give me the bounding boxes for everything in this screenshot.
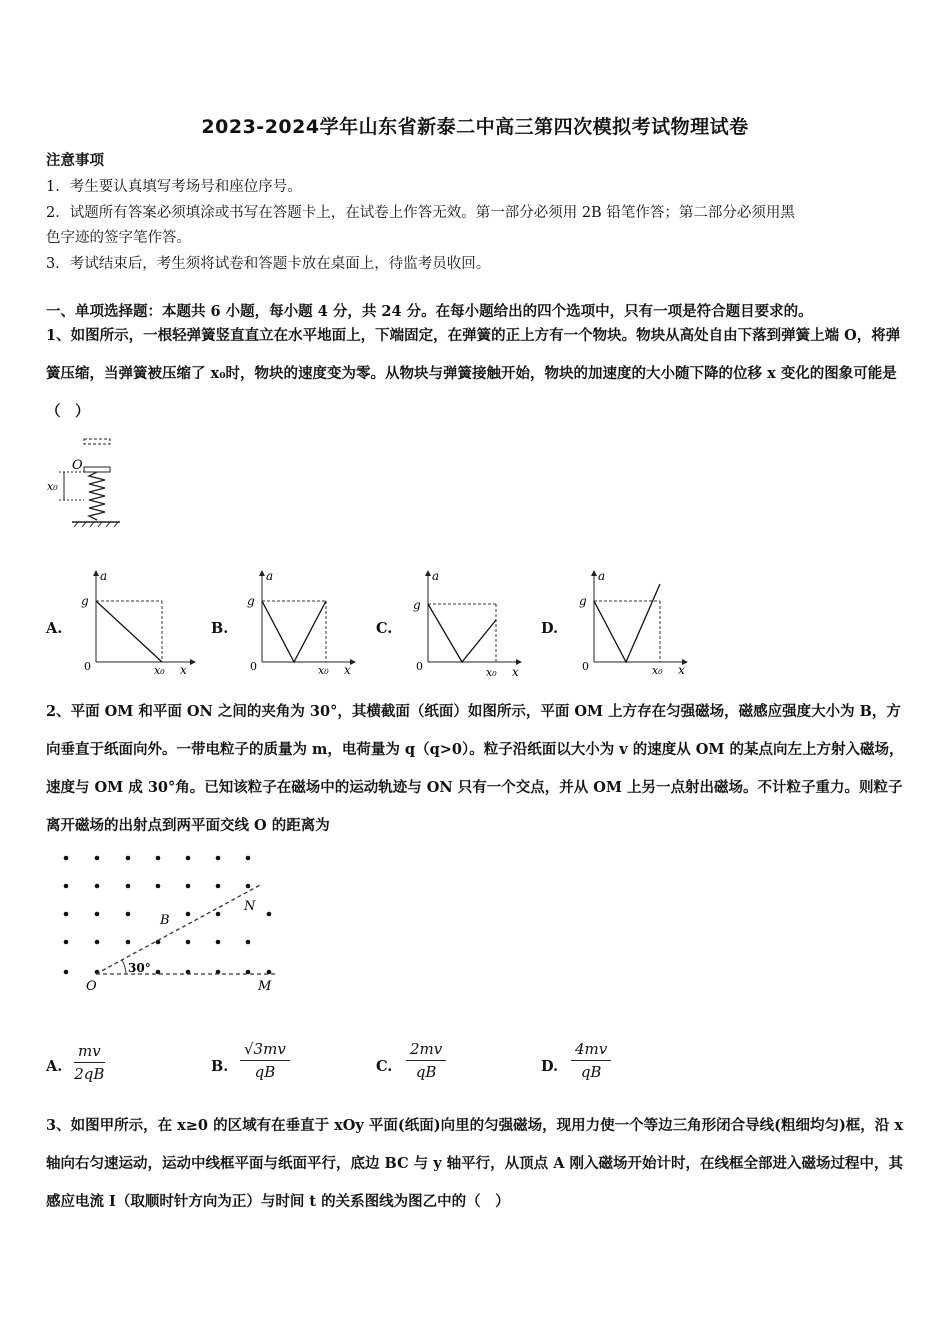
q2-option-c-den: qB bbox=[415, 1063, 437, 1081]
q1b-origin-label: 0 bbox=[250, 660, 257, 673]
q1c-origin-label: 0 bbox=[416, 660, 423, 673]
q2-option-a-label[interactable]: A. bbox=[46, 1058, 63, 1075]
q1d-origin-label: 0 bbox=[582, 660, 589, 673]
q1d-g-label: g bbox=[579, 594, 587, 608]
q2-option-d-label[interactable]: D. bbox=[541, 1058, 559, 1075]
q1a-g-label: g bbox=[81, 594, 89, 608]
point-N-label: N bbox=[244, 899, 256, 914]
q1-option-c-label[interactable]: C. bbox=[376, 620, 393, 637]
q2-option-d-fraction[interactable] bbox=[571, 1040, 611, 1081]
question-2-text: 2、平面 OM 和平面 ON 之间的夹角为 30°，其横截面（纸面）如图所示，平面 OM 上方存在匀强磁场，磁感应强度大小为 B，方向垂直于纸面向外。一带电粒子的质量为 m，电荷量为 q（q>0）。粒子沿纸面以大小为 v 的速度从 OM 的某点向左上方射入磁场，速度与 OM 成 30°角。已知该粒子在磁场中的运动轨迹与 ON 只有一个交点，并从 OM 上另一点射出磁场。不计粒子重力。则粒子离开磁场的出射点到两平面交线 O 的距离为 bbox=[46, 703, 904, 834]
q1a-a-label: a bbox=[100, 569, 108, 583]
notice-item-1: 1．考生要认真填写考场号和座位序号。 bbox=[46, 179, 302, 195]
q2-option-b-fraction[interactable] bbox=[240, 1038, 290, 1081]
magnetic-field-figure bbox=[56, 848, 288, 996]
q1d-a-label: a bbox=[598, 569, 606, 583]
q1c-a-label: a bbox=[432, 569, 440, 583]
q1c-x-label: x bbox=[512, 665, 519, 678]
q1d-x0-label: x₀ bbox=[652, 664, 663, 677]
q2-option-a-den: 2qB bbox=[74, 1065, 105, 1083]
notice-item-2: 2．试题所有答案必须填涂或书写在答题卡上，在试卷上作答无效。第一部分必须用 2B 铅笔作答；第二部分必须用黑 bbox=[46, 205, 795, 221]
spring-x0-label: x₀ bbox=[47, 480, 58, 493]
angle-label: 30° bbox=[128, 961, 151, 975]
q2-option-a-fraction[interactable] bbox=[74, 1042, 105, 1083]
section-heading: 一、单项选择题：本题共 6 小题，每小题 4 分，共 24 分。在每小题给出的四个选项中，只有一项是符合题目要求的。 bbox=[46, 303, 813, 320]
q1b-a-label: a bbox=[266, 569, 274, 583]
point-M-label: M bbox=[258, 979, 272, 994]
q1b-x-label: x bbox=[344, 663, 351, 677]
q1b-x0-label: x₀ bbox=[318, 664, 329, 677]
page-title: 2023-2024学年山东省新泰二中高三第四次模拟考试物理试卷 bbox=[201, 116, 749, 138]
q2-option-a-num: mv bbox=[74, 1042, 105, 1063]
point-O-label: O bbox=[86, 979, 97, 994]
q2-option-d-num: 4mv bbox=[571, 1040, 611, 1061]
q2-option-b-num: √3mv bbox=[240, 1038, 290, 1061]
q1a-x-label: x bbox=[180, 663, 187, 677]
q2-option-c-fraction[interactable] bbox=[406, 1040, 446, 1081]
notice-item-2-cont: 色字迹的签字笔作答。 bbox=[46, 230, 191, 246]
q1-graph-d[interactable] bbox=[576, 566, 694, 678]
q1b-g-label: g bbox=[247, 594, 255, 608]
q1a-x0-label: x₀ bbox=[154, 664, 165, 677]
q2-option-c-num: 2mv bbox=[406, 1040, 446, 1061]
notice-heading: 注意事项 bbox=[46, 152, 104, 169]
q1-option-a-label[interactable]: A. bbox=[46, 620, 63, 637]
q1c-g-label: g bbox=[413, 598, 421, 612]
q2-option-d-den: qB bbox=[580, 1063, 602, 1081]
q1-option-d-label[interactable]: D. bbox=[541, 620, 559, 637]
question-1-text: 1、如图所示，一根轻弹簧竖直直立在水平地面上，下端固定，在弹簧的正上方有一个物块。物块从高处自由下落到弹簧上端 O，将弹簧压缩，当弹簧被压缩了 x₀时，物块的速度变为零。从物块与弹簧接触开始，物块的加速度的大小随下降的位移 x 变化的图象可能是（ ） bbox=[46, 327, 901, 420]
q1a-origin-label: 0 bbox=[84, 660, 91, 673]
q1-graph-b[interactable] bbox=[244, 566, 362, 678]
q1d-x-label: x bbox=[678, 663, 685, 677]
spring-O-label: O bbox=[72, 458, 83, 473]
q1-graph-a[interactable] bbox=[78, 566, 196, 678]
question-3-text: 3、如图甲所示，在 x≥0 的区域有在垂直于 xOy 平面(纸面)向里的匀强磁场，现用力使一个等边三角形闭合导线(粗细均匀)框，沿 x 轴向右匀速运动，运动中线框平面与纸面平行，底边 BC 与 y 轴平行，从顶点 A 刚入磁场开始计时，在线框全部进入磁场过程中，其感应电流 I（取顺时针方向为正）与时间 t 的关系图线为图乙中的（ ） bbox=[46, 1117, 904, 1210]
point-B-label: B bbox=[160, 913, 170, 928]
q1-option-b-label[interactable]: B. bbox=[211, 620, 229, 637]
notice-item-3: 3．考试结束后，考生须将试卷和答题卡放在桌面上，待监考员收回。 bbox=[46, 256, 491, 272]
q2-option-b-label[interactable]: B. bbox=[211, 1058, 229, 1075]
q1c-x0-label: x₀ bbox=[486, 666, 497, 678]
spring-figure bbox=[44, 436, 124, 532]
q1-graph-c[interactable] bbox=[410, 566, 528, 678]
q2-option-b-den: qB bbox=[254, 1063, 276, 1081]
q2-option-c-label[interactable]: C. bbox=[376, 1058, 393, 1075]
